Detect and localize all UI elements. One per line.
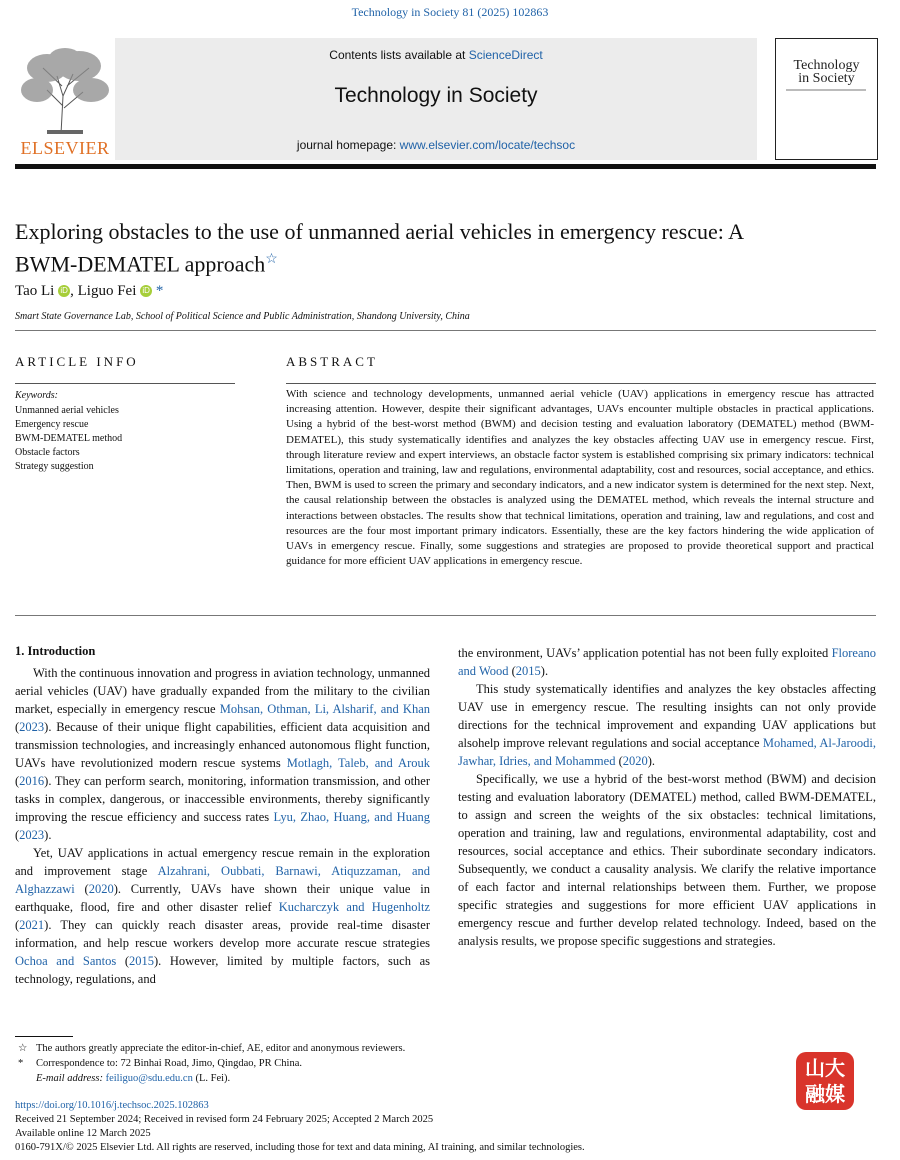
footnote-star-icon: ☆ bbox=[18, 1043, 28, 1054]
keywords-list bbox=[15, 404, 122, 474]
divider bbox=[15, 330, 876, 331]
contents-availability bbox=[115, 48, 757, 62]
watermark-line: 融媒 bbox=[805, 1082, 845, 1106]
elsevier-wordmark: ELSEVIER bbox=[20, 138, 110, 158]
citation-year-link[interactable]: 2023 bbox=[19, 828, 45, 842]
paragraph: This study systematically identifies and analyzes the key obstacles affecting UAV use in emergency rescue. The resulting insights can not only provide directions for the technical improvement and expanding UAV applications but alsohelp improve relevant regulations and social acceptance Mohamed, Al-Jaroodi, Jawhar, Idries, and Mohammed (2020). bbox=[458, 682, 876, 768]
citation-link[interactable]: Mohamed, Al-Jaroodi, Jawhar, Idries, and Mohammed bbox=[458, 736, 876, 768]
paragraph: Specifically, we use a hybrid of the best-worst method (BWM) and decision testing and evaluation laboratory (DEMATEL) method, called BWM-DEMATEL, to assign and screen the weights of the six obstacles: technical limitations, operation and training, law and regulations, environmental adaptability, cost and resources, social acceptance and ethics. Their subordinate secondary indicators. Subsequently, we conduct a causality analysis. We clarify the relative importance of each factor and internal relationships between them. Further, we propose specific strategies and suggestions for more efficient UAV applications in emergency rescue and further develop related technology. Indeed, based on the analysis results, we propose specific suggestions and strategies. bbox=[458, 772, 876, 948]
cover-title bbox=[776, 59, 877, 85]
divider bbox=[15, 383, 235, 384]
citation-year-link[interactable]: 2023 bbox=[19, 720, 45, 734]
citation-link[interactable]: Floreano and Wood bbox=[458, 646, 876, 678]
doi-link[interactable]: https://doi.org/10.1016/j.techsoc.2025.102863 bbox=[15, 1100, 209, 1111]
media-watermark-logo bbox=[796, 1052, 854, 1110]
journal-title: Technology in Society bbox=[334, 84, 538, 107]
copyright: 0160-791X/© 2025 Elsevier Ltd. All rights are reserved, including those for text and data mining, AI training, and similar technologies. bbox=[15, 1142, 585, 1153]
watermark-line: 山大 bbox=[805, 1056, 845, 1080]
homepage-link[interactable]: www.elsevier.com/locate/techsoc bbox=[399, 138, 576, 152]
title-footnote-star-icon[interactable]: ☆ bbox=[265, 252, 278, 267]
citation-link[interactable]: Alzahrani, Oubbati, Barnawi, Atiquzzaman, and Alghazzawi bbox=[15, 864, 430, 896]
header-divider bbox=[15, 164, 876, 169]
paper-title-text: Exploring obstacles to the use of unmanned aerial vehicles in emergency rescue: A BWM-DEMATEL approach bbox=[15, 219, 743, 277]
available-online: Available online 12 March 2025 bbox=[15, 1128, 151, 1139]
footnote-asterisk-icon: * bbox=[18, 1058, 24, 1069]
keyword: Strategy suggestion bbox=[15, 461, 94, 472]
elsevier-logo[interactable] bbox=[15, 38, 115, 160]
keyword: Emergency rescue bbox=[15, 419, 89, 430]
article-metadata bbox=[15, 1099, 585, 1155]
citation-year-link[interactable]: 2020 bbox=[622, 754, 648, 768]
citation-link[interactable]: Ochoa and Santos bbox=[15, 954, 117, 968]
author-name[interactable]: Tao Li bbox=[15, 283, 55, 299]
divider bbox=[286, 383, 876, 384]
paragraph: the environment, UAVs’ application potential has not been fully exploited Floreano and Wood (2015). bbox=[458, 646, 876, 678]
citation-link[interactable]: Lyu, Zhao, Huang, and Huang bbox=[273, 810, 430, 824]
cover-title-line2: in Society bbox=[798, 71, 855, 86]
citation-link[interactable]: Mohsan, Othman, Li, Alsharif, and Khan bbox=[219, 702, 430, 716]
paragraph: Yet, UAV applications in actual emergency rescue remain in the exploration and improvement stage Alzahrani, Oubbati, Barnawi, Atiquzzaman, and Alghazzawi (2020). Currently, UAVs have shown their unique value in earthquake, flood, fire and other disaster relief Kucharczyk and Hugenholtz (2021). They can quickly reach disaster areas, provide real-time disaster information, and help rescue workers develop more accurate rescue strategies Ochoa and Santos (2015). However, limited by multiple factors, such as technology, regulations, and bbox=[15, 846, 431, 986]
footnotes bbox=[18, 1041, 405, 1086]
journal-homepage bbox=[115, 138, 757, 152]
section-heading: 1. Introduction bbox=[15, 644, 96, 658]
paragraph: With the continuous innovation and progress in aviation technology, unmanned aerial vehicles (UAV) have gradually expanded from the military to the civilian market, especially in emergency rescue Mohsan, Othman, Li, Alsharif, and Khan (2023). Because of their unique flight capabilities, efficient data acquisition and transmission technologies, and increasingly enhanced autonomous flight function, UAVs have revolutionized modern rescue systems Motlagh, Taleb, and Arouk (2016). They can perform search, monitoring, information transmission, and other tasks in complex, dangerous, or inaccessible environments, thereby significantly improving the rescue efficiency and success rates Lyu, Zhao, Huang, and Huang (2023). bbox=[15, 666, 430, 842]
footnote-divider bbox=[15, 1036, 73, 1037]
keywords-label: Keywords: bbox=[15, 390, 58, 401]
footnote: ☆ The authors greatly appreciate the editor-in-chief, AE, editor and anonymous reviewers. bbox=[18, 1043, 406, 1054]
citation-year-link[interactable]: 2015 bbox=[129, 954, 154, 968]
cover-title-line1: Technology bbox=[793, 58, 860, 73]
citation-link[interactable]: Motlagh, Taleb, and Arouk bbox=[286, 756, 430, 770]
affiliation: Smart State Governance Lab, School of Political Science and Public Administration, Shandong University, China bbox=[15, 311, 470, 322]
citation-year-link[interactable]: 2021 bbox=[19, 918, 45, 932]
abstract-heading: ABSTRACT bbox=[286, 354, 378, 369]
journal-cover-thumbnail[interactable] bbox=[775, 38, 878, 160]
author-name[interactable]: Liguo Fei bbox=[77, 283, 137, 299]
orcid-icon[interactable]: iD bbox=[140, 285, 152, 297]
body-column-left bbox=[15, 664, 430, 988]
citation-link[interactable]: Kucharczyk and Hugenholtz bbox=[278, 900, 431, 914]
keyword: Unmanned aerial vehicles bbox=[15, 405, 119, 416]
contents-prefix: Contents lists available at bbox=[329, 48, 469, 62]
citation-year-link[interactable]: 2016 bbox=[19, 774, 45, 788]
email-label: E-mail address: bbox=[36, 1073, 106, 1084]
orcid-icon[interactable]: iD bbox=[58, 285, 70, 297]
received-dates: Received 21 September 2024; Received in revised form 24 February 2025; Accepted 2 March 2025 bbox=[15, 1114, 434, 1125]
citation-year-link[interactable]: 2015 bbox=[515, 664, 541, 678]
journal-reference[interactable]: Technology in Society 81 (2025) 102863 bbox=[351, 5, 549, 19]
elsevier-tree-icon bbox=[17, 46, 113, 136]
author-list: Tao Li iD , Liguo Fei iD * bbox=[15, 283, 164, 299]
body-column-right bbox=[458, 644, 876, 950]
footnote: * Correspondence to: 72 Binhai Road, Jimo, Qingdao, PR China. bbox=[18, 1058, 302, 1069]
article-info-heading: ARTICLE INFO bbox=[15, 354, 139, 369]
citation-year-link[interactable]: 2020 bbox=[88, 882, 114, 896]
email-link[interactable]: feiliguo@sdu.edu.cn bbox=[105, 1073, 193, 1084]
footnote-email: E-mail address: feiliguo@sdu.edu.cn (L. Fei). bbox=[36, 1073, 231, 1084]
sciencedirect-link[interactable]: ScienceDirect bbox=[468, 48, 543, 62]
keyword: Obstacle factors bbox=[15, 447, 80, 458]
cover-subtitle-line bbox=[786, 89, 866, 91]
paper-title bbox=[15, 218, 755, 278]
journal-banner bbox=[15, 38, 757, 160]
keyword: BWM-DEMATEL method bbox=[15, 433, 123, 444]
abstract-text: With science and technology developments, unmanned aerial vehicle (UAV) applications in emergency rescue has attracted increasing attention. However, despite their significant advantages, UAVs encounter multiple obstacles in practical applications. Using a hybrid of the best-worst method (BWM) and decision testing and evaluation laboratory (DEMATEL) method (BWM-DEMATEL), this study systematically identifies and analyzes the key obstacles affecting UAV use in emergency rescue. First, through literature review and expert interviews, an obstacle factor system is established comprising six primary indicators: technical limitations, operation and training, law and regulations, environmental adaptability, cost and resources, social acceptance, and ethics. Then, BWM is used to screen the primary and secondary indicators, and a new indicator system is determined for the next step. Next, the causal relationship between the obstacles is analyzed using the DEMATEL method, which reveals the internal structure and interactions between obstacles. The results show that technical limitations, operation and training, law and regulations, and cost and resources are the four most important primary indicators. Essentially, these are the key factors hindering the wide application of UAVs in emergency rescue. Finally, some suggestions and strategies are proposed to provide theoretical support and practical guidance for more efficient UAV applications in emergency rescue. bbox=[286, 388, 874, 568]
divider bbox=[15, 615, 876, 616]
corresponding-author-mark[interactable]: * bbox=[155, 283, 164, 299]
homepage-prefix: journal homepage: bbox=[296, 138, 400, 152]
